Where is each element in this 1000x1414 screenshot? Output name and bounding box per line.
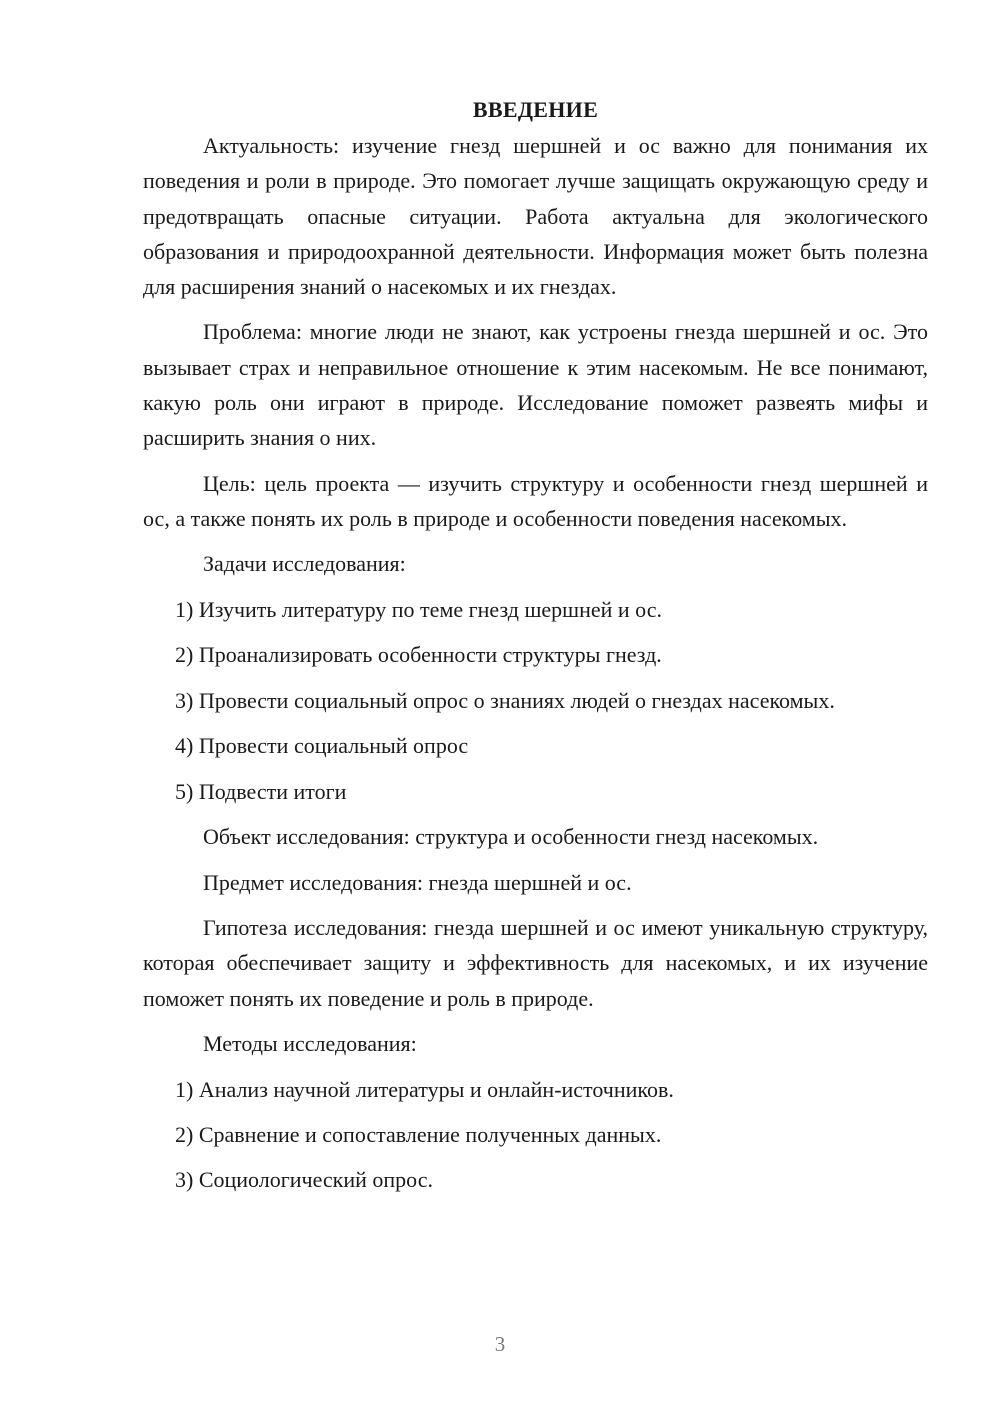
object-line: Объект исследования: структура и особенности гнезд насекомых. [203,824,819,850]
hypothesis-paragraph: Гипотеза исследования: гнезда шершней и ос имеют уникальную структуру, которая обеспечивает защиту и эффективность для насекомых, и их изучение поможет понять их поведение и роль в природе. [143,915,928,1011]
page-number: 3 [494,1332,506,1356]
method-item-3: 3) Социологический опрос. [175,1167,433,1193]
goal-paragraph: Цель: цель проекта — изучить структуру и особенности гнезд шершней и ос, а также понять их роль в природе и особенности поведения насекомых. [143,470,928,531]
subject-line: Предмет исследования: гнезда шершней и ос. [203,869,632,895]
tasks-heading: Задачи исследования: [203,551,406,577]
task-item-1: 1) Изучить литературу по теме гнезд шершней и ос. [175,596,662,622]
relevance-paragraph: Актуальность: изучение гнезд шершней и ос важно для понимания их поведения и роли в природе. Это помогает лучше защищать окружающую среду и предотвращать опасные ситуации. Работа актуальна для экологического образования и природоохранной деятельности. Информация может быть полезна для расширения знаний о насекомых и их гнездах. [143,133,928,300]
task-item-3: 3) Провести социальный опрос о знаниях людей о гнездах насекомых. [175,687,835,713]
task-item-5: 5) Подвести итоги [175,778,347,804]
problem-paragraph: Проблема: многие люди не знают, как устроены гнезда шершней и ос. Это вызывает страх и неправильное отношение к этим насекомым. Не все понимают, какую роль они играют в природе. Исследование поможет развеять мифы и расширить знания о них. [143,319,928,451]
task-item-4: 4) Провести социальный опрос [175,733,469,759]
method-item-1: 1) Анализ научной литературы и онлайн-источников. [175,1076,674,1102]
page-title: ВВЕДЕНИЕ [472,97,599,122]
methods-heading: Методы исследования: [203,1031,417,1057]
task-item-2: 2) Проанализировать особенности структуры гнезд. [175,642,662,668]
method-item-2: 2) Сравнение и сопоставление полученных данных. [175,1122,662,1147]
document-page [143,92,928,1208]
